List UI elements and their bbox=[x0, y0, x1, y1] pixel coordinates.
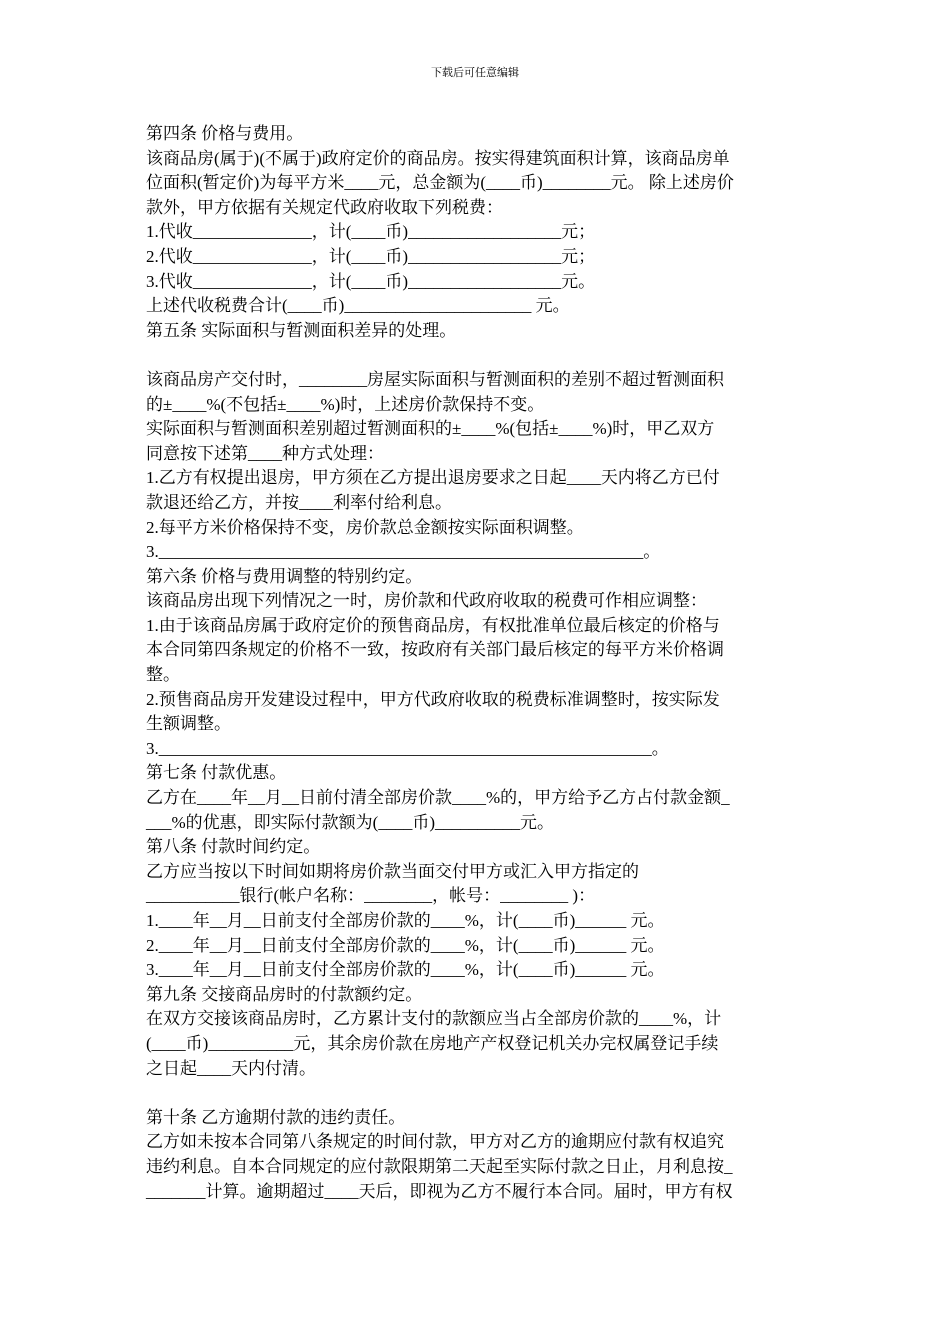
text-line: 位面积(暂定价)为每平方米____元，总金额为(____币)________元。 除上述房价 bbox=[146, 173, 734, 193]
page-header: 下载后可任意编辑 bbox=[431, 67, 519, 79]
article-9-heading: 第九条 交接商品房时的付款额约定。 bbox=[146, 984, 423, 1004]
text-line: 本合同第四条规定的价格不一致，按政府有关部门最后核定的每平方米价格调 bbox=[146, 640, 724, 660]
text-line: 1.代收______________，计(____币)__________________元； bbox=[146, 222, 596, 242]
text-line: 2.每平方米价格保持不变，房价款总金额按实际面积调整。 bbox=[146, 517, 584, 537]
text-line: ___________银行(帐户名称：________，帐号：________ )： bbox=[146, 886, 596, 906]
text-line: 3.__________________________________________________________。 bbox=[146, 738, 669, 758]
text-line: 款退还给乙方，并按____利率付给利息。 bbox=[146, 492, 452, 512]
article-4-heading: 第四条 价格与费用。 bbox=[146, 124, 304, 143]
text-line: 该商品房出现下列情况之一时，房价款和代政府收取的税费可作相应调整： bbox=[146, 591, 707, 611]
text-line: 生额调整。 bbox=[146, 714, 231, 734]
text-line: 之日起____天内付清。 bbox=[146, 1058, 316, 1078]
text-line: 实际面积与暂测面积差别超过暂测面积的±____%(包括±____%)时，甲乙双方 bbox=[146, 419, 715, 439]
text-line: 3.____年__月__日前支付全部房价款的____%，计(____币)______ 元。 bbox=[146, 960, 665, 980]
text-line: 款外，甲方依据有关规定代政府收取下列税费： bbox=[146, 197, 503, 217]
article-8-heading: 第八条 付款时间约定。 bbox=[146, 837, 321, 857]
text-line: 3._________________________________________________________。 bbox=[146, 542, 661, 562]
text-line: _______计算。逾期超过____天后，即视为乙方不履行本合同。届时，甲方有权 bbox=[146, 1181, 733, 1201]
text-line: 违约利息。自本合同规定的应付款限期第二天起至实际付款之日止，月利息按_ bbox=[146, 1156, 733, 1176]
blank-line bbox=[146, 1081, 810, 1106]
text-line: 上述代收税费合计(____币)______________________ 元。 bbox=[146, 296, 570, 316]
text-line: 在双方交接该商品房时，乙方累计支付的款额应当占全部房价款的____%，计 bbox=[146, 1009, 722, 1029]
text-line: (____币)__________元，其余房价款在房地产产权登记机关办完权属登记手续 bbox=[146, 1033, 719, 1053]
article-7-heading: 第七条 付款优惠。 bbox=[146, 763, 287, 783]
text-line: 1.由于该商品房属于政府定价的预售商品房，有权批准单位最后核定的价格与 bbox=[146, 615, 720, 635]
text-line: 该商品房产交付时，________房屋实际面积与暂测面积的差别不超过暂测面积 bbox=[146, 369, 724, 389]
blank-line bbox=[146, 343, 810, 368]
article-5-heading: 第五条 实际面积与暂测面积差异的处理。 bbox=[146, 320, 457, 340]
text-line: 乙方应当按以下时间如期将房价款当面交付甲方或汇入甲方指定的 bbox=[146, 861, 639, 881]
text-line: 1.____年__月__日前支付全部房价款的____%，计(____币)______ 元。 bbox=[146, 911, 665, 930]
document-body bbox=[146, 122, 810, 1204]
text-line: 乙方在____年__月__日前付清全部房价款____%的，甲方给予乙方占付款金额_ bbox=[146, 788, 730, 808]
text-line: 的±____%(不包括±____%)时，上述房价款保持不变。 bbox=[146, 394, 545, 414]
text-line: 该商品房(属于)(不属于)政府定价的商品房。按实得建筑面积计算，该商品房单 bbox=[146, 148, 730, 168]
text-line: 2.代收______________，计(____币)__________________元； bbox=[146, 246, 596, 266]
text-line: ___%的优惠，即实际付款额为(____币)__________元。 bbox=[146, 812, 554, 832]
text-line: 2.____年__月__日前支付全部房价款的____%，计(____币)______ 元。 bbox=[146, 935, 665, 955]
text-line: 1.乙方有权提出退房，甲方须在乙方提出退房要求之日起____天内将乙方已付 bbox=[146, 468, 720, 488]
text-line: 同意按下述第____种方式处理： bbox=[146, 443, 384, 463]
text-line: 2.预售商品房开发建设过程中，甲方代政府收取的税费标准调整时，按实际发 bbox=[146, 689, 720, 709]
text-line: 乙方如未按本合同第八条规定的时间付款，甲方对乙方的逾期应付款有权追究 bbox=[146, 1132, 724, 1152]
article-6-heading: 第六条 价格与费用调整的特别约定。 bbox=[146, 566, 423, 586]
text-line: 3.代收______________，计(____币)__________________元。 bbox=[146, 271, 596, 291]
article-10-heading: 第十条 乙方逾期付款的违约责任。 bbox=[146, 1107, 406, 1127]
text-line: 整。 bbox=[146, 665, 180, 685]
